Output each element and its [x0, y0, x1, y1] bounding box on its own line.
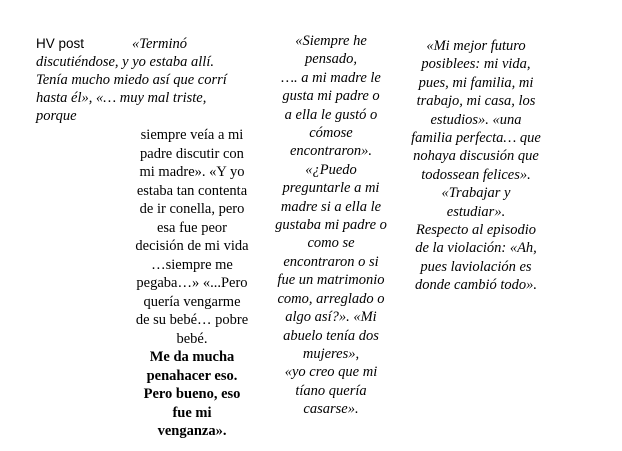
quote-line: quería vengarme [143, 293, 241, 310]
quote-line: hasta él», «… muy mal triste, [36, 90, 207, 106]
quote-line: gusta mi padre o [282, 88, 380, 105]
quote-line: estudios». «una [430, 111, 522, 128]
quote-line: algo así?». «Mi [285, 309, 377, 326]
quote-line: discutiéndose, y yo estaba allí. [36, 54, 214, 70]
quote-line: encontraron o si [283, 253, 379, 270]
quote-line: «¿Puedo [305, 161, 357, 178]
quote-line: mi madre». «Y yo [139, 164, 245, 180]
quote-line: de su bebé… pobre [135, 312, 249, 328]
quote-line: madre si a ella le [280, 198, 382, 215]
quote-line: …. a mi madre le [281, 69, 381, 86]
quote-line: de la violación: «Ah, [415, 240, 537, 257]
quote-line: pues laviolación es [420, 258, 532, 275]
quote-line: penahacer eso. [146, 367, 238, 384]
quote-line: Pero bueno, eso [143, 386, 241, 402]
quote-line: gustaba mi padre o [275, 217, 387, 234]
quote-line: a ella le gustó o [284, 106, 378, 123]
quote-line: estaba tan contenta [136, 182, 248, 199]
quote-line: trabajo, mi casa, los [416, 93, 536, 110]
quote-line: Me da mucha [149, 349, 235, 365]
quote-line: casarse». [303, 401, 359, 418]
quote-line: estudiar». [446, 203, 506, 220]
quote-line: «Siempre he [295, 33, 367, 49]
quote-line: pegaba…» «...Pero [136, 275, 248, 291]
quote-line: de ir conella, pero [139, 201, 245, 217]
quote-line: cómose [309, 125, 353, 142]
quote-line: posiblees: mi vida, [421, 56, 531, 73]
quote-line: donde cambió todo». [414, 277, 538, 294]
quote-column-2 [266, 32, 396, 419]
quote-column-1-top [36, 35, 254, 125]
quote-line: familia perfecta… que [411, 130, 541, 147]
quote-line: siempre veía a mi [140, 127, 244, 143]
quote-column-3 [398, 37, 554, 295]
quote-line: porque [36, 108, 77, 124]
quote-line: como se [307, 235, 355, 252]
quote-line: Tenía mucho miedo así que corrí [36, 72, 227, 88]
quote-line: pues, mi familia, mi [418, 74, 534, 91]
quote-line: bebé. [176, 330, 208, 347]
quote-line: «Trabajar y [441, 185, 511, 202]
quote-line: tíano quería [295, 382, 367, 399]
quote-line: abuelo tenía dos [283, 327, 379, 344]
quote-line: preguntarle a mi [282, 180, 380, 197]
quote-line: pensado, [305, 51, 357, 68]
quote-line: todossean felices». [421, 166, 531, 183]
quote-line: mujeres», [302, 345, 360, 362]
quote-line: encontraron». [289, 143, 373, 160]
quote-line: venganza». [157, 423, 227, 439]
quote-line: decisión de mi vida [135, 238, 249, 254]
quote-line: nohaya discusión que [413, 148, 539, 165]
quote-line: «yo creo que mi [284, 364, 378, 381]
quote-line: como, arreglado o [277, 290, 385, 307]
quote-line: Respecto al episodio [415, 222, 536, 239]
quote-line: padre discutir con [140, 145, 244, 162]
quote-line: fue un matrimonio [277, 272, 385, 289]
quote-line: esa fue peor [156, 219, 228, 236]
quote-line: «Mi mejor futuro [426, 38, 526, 54]
quote-line: «Terminó [132, 36, 188, 52]
quote-line: …siempre me [151, 256, 233, 273]
hv-post-label: HV post [36, 36, 85, 51]
quote-column-1-bottom [128, 126, 256, 441]
quote-line: fue mi [172, 404, 212, 421]
